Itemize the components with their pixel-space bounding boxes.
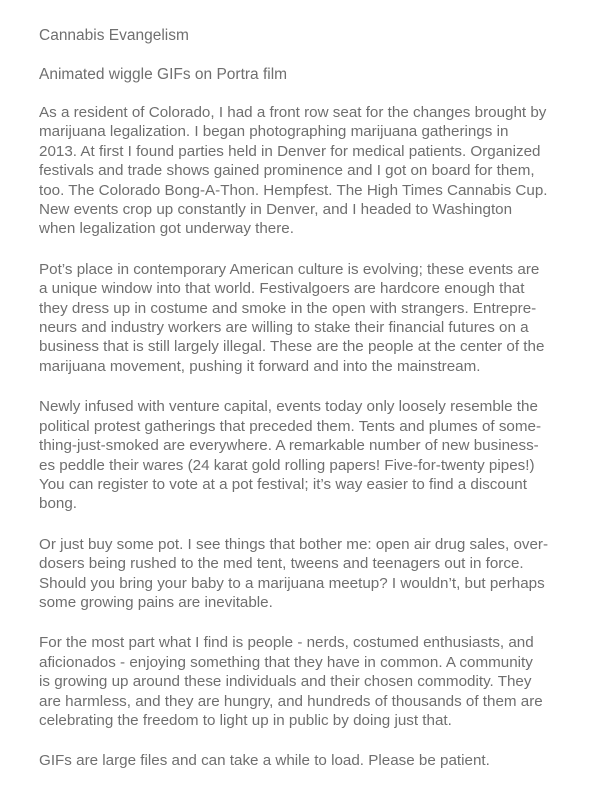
- paragraph-line: they dress up in costume and smoke in the open with strangers. Entrepre-: [39, 299, 537, 317]
- paragraph-line: Or just buy some pot. I see things that bother me: open air drug sales, over-: [39, 535, 549, 553]
- paragraph: [39, 633, 580, 730]
- paragraph-line: GIFs are large files and can take a while to load. Please be patient.: [39, 752, 490, 770]
- paragraph-line: are harmless, and they are hungry, and hundreds of thousands of them are: [39, 692, 543, 710]
- paragraph-line: political protest gatherings that preceded them. Tents and plumes of some-: [39, 417, 542, 435]
- paragraph-line: es peddle their wares (24 karat gold rolling papers! Five-for-twenty pipes!): [39, 456, 535, 474]
- paragraph-line: neurs and industry workers are willing to stake their financial futures on a: [39, 319, 529, 337]
- paragraph: [39, 397, 580, 513]
- article-body: [39, 103, 580, 771]
- paragraph-line: thing-just-smoked are everywhere. A remarkable number of new business-: [39, 437, 539, 455]
- paragraph-line: celebrating the freedom to light up in public by doing just that.: [39, 711, 452, 729]
- paragraph: [39, 103, 580, 239]
- paragraph-line: Newly infused with venture capital, events today only loosely resemble the: [39, 398, 538, 416]
- paragraph-line: Should you bring your baby to a marijuana meetup? I wouldn’t, but perhaps: [39, 574, 545, 592]
- paragraph: [39, 535, 580, 613]
- paragraph-line: dosers being rushed to the med tent, tweens and teenagers out in force.: [39, 555, 524, 573]
- paragraph-line: For the most part what I find is people - nerds, costumed enthusiasts, and: [39, 634, 534, 652]
- paragraph-line: when legalization got underway there.: [39, 220, 294, 238]
- paragraph-line: You can register to vote at a pot festival; it’s way easier to find a discount: [39, 475, 527, 493]
- paragraph-line: aficionados - enjoying something that they have in common. A community: [39, 653, 533, 671]
- paragraph-line: business that is still largely illegal. These are the people at the center of the: [39, 338, 545, 356]
- paragraph-line: New events crop up constantly in Denver, and I headed to Washington: [39, 201, 513, 219]
- paragraph-line: a unique window into that world. Festivalgoers are hardcore enough that: [39, 280, 525, 298]
- paragraph-line: festivals and trade shows gained prominence and I got on board for them,: [39, 162, 535, 180]
- paragraph-line: too. The Colorado Bong-A-Thon. Hempfest. The High Times Cannabis Cup.: [39, 181, 548, 199]
- page-title: Cannabis Evangelism: [39, 27, 189, 44]
- paragraph-line: some growing pains are inevitable.: [39, 593, 273, 611]
- paragraph: [39, 260, 580, 376]
- paragraph-line: Pot’s place in contemporary American culture is evolving; these events are: [39, 260, 540, 278]
- paragraph-line: bong.: [39, 495, 78, 513]
- paragraph-line: As a resident of Colorado, I had a front row seat for the changes brought by: [39, 104, 547, 121]
- paragraph-line: marijuana movement, pushing it forward and into the mainstream.: [39, 357, 481, 375]
- page-subtitle: Animated wiggle GIFs on Portra film: [39, 66, 288, 83]
- paragraph-line: marijuana legalization. I began photographing marijuana gatherings in: [39, 123, 509, 141]
- paragraph: [39, 751, 580, 770]
- paragraph-line: is growing up around these individuals and their chosen commodity. They: [39, 673, 532, 691]
- paragraph-line: 2013. At first I found parties held in Denver for medical patients. Organized: [39, 142, 541, 160]
